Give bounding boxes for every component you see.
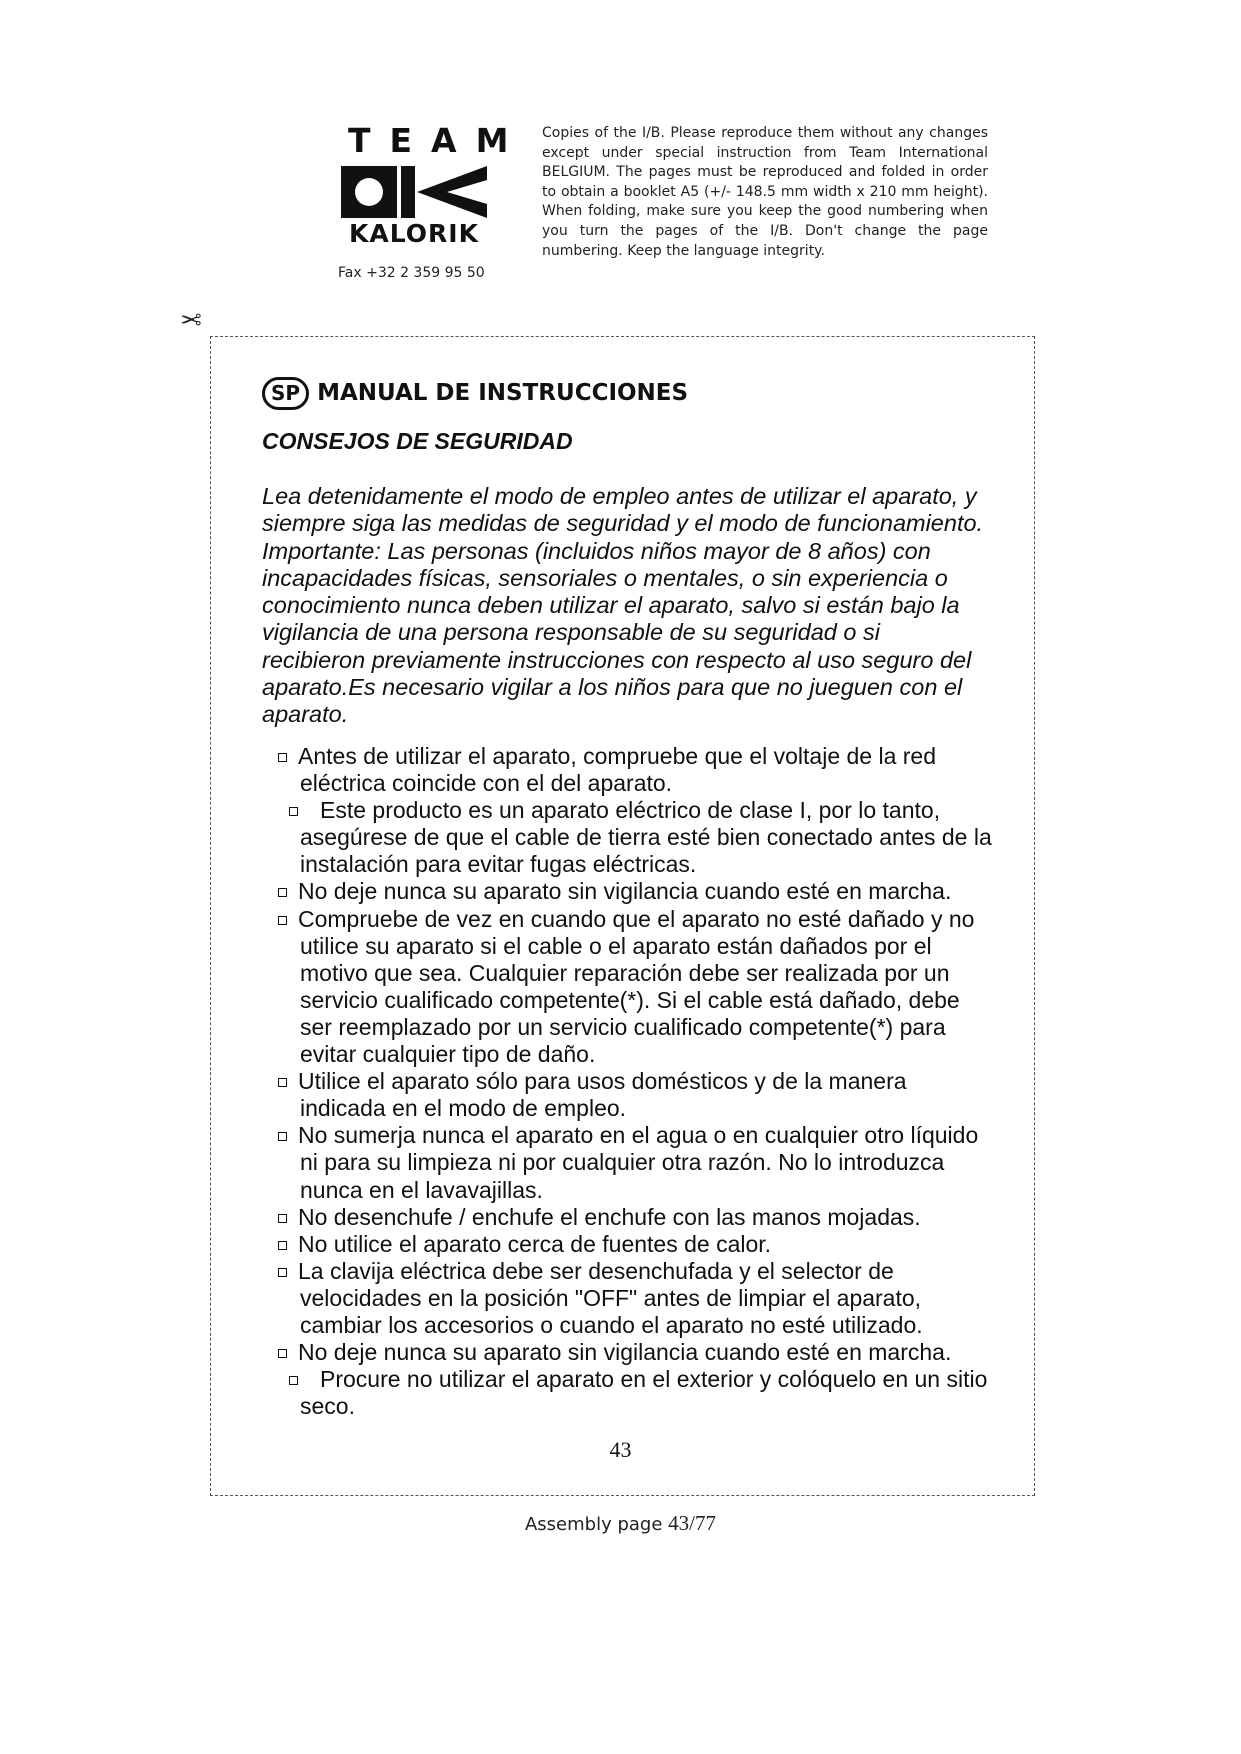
intro-paragraph: Lea detenidamente el modo de empleo antes de utilizar el aparato, y siempre siga las medidas de seguridad y el modo de funcionamiento. Importante: Las personas (incluidos niños mayor de 8 años) con incapacidades físicas, sensoriales o mentales, o sin experiencia o conocimiento nunca deben utilizar el aparato, salvo si están bajo la vigilancia de una persona responsable de su seguridad o si recibieron previamente instrucciones con respecto al uso seguro del aparato.Es necesario vigilar a los niños para que no jueguen con el aparato. xyxy=(262,483,984,728)
assembly-page-footer xyxy=(0,1511,1241,1536)
checkbox-bullet-icon xyxy=(278,1132,287,1141)
checkbox-bullet-icon xyxy=(278,1241,287,1250)
safety-instructions-list xyxy=(262,743,992,1420)
checkbox-bullet-icon xyxy=(278,1214,287,1223)
list-item xyxy=(262,743,992,797)
list-item xyxy=(262,1231,992,1258)
list-item xyxy=(262,1366,992,1420)
list-item xyxy=(262,1122,992,1203)
list-item-text: No sumerja nunca el aparato en el agua o en cualquier otro líquido ni para su limpieza ni por cualquier otra razón. No lo introduzca nunca en el lavavajillas. xyxy=(298,1122,979,1203)
list-item xyxy=(262,906,992,1069)
list-item xyxy=(262,1339,992,1366)
checkbox-bullet-icon xyxy=(289,1376,298,1385)
checkbox-bullet-icon xyxy=(278,1078,287,1087)
assembly-label: Assembly page xyxy=(524,1514,663,1535)
page-number: 43 xyxy=(609,1437,632,1462)
list-item-text: La clavija eléctrica debe ser desenchufada y el selector de velocidades en la posición "OFF" antes de limpiar el aparato, cambiar los accesorios o cuando el aparato no esté utilizado. xyxy=(298,1257,923,1338)
checkbox-bullet-icon xyxy=(289,807,298,816)
logo-team-text: TEAM xyxy=(348,121,528,160)
list-item-text: Este producto es un aparato eléctrico de clase I, por lo tanto, asegúrese de que el cable de tierra esté bien conectado antes de la instalación para evitar fugas eléctricas. xyxy=(300,797,992,878)
list-item-text: Compruebe de vez en cuando que el aparato no esté dañado y no utilice su aparato si el cable o el aparato están dañados por el motivo que sea. Cualquier reparación debe ser realizada por un servicio cualificado competente(*). Si el cable está dañado, debe ser reemplazado por un servicio cualificado competente(*) para evitar cualquier tipo de daño. xyxy=(298,905,975,1068)
checkbox-bullet-icon xyxy=(278,1268,287,1277)
list-item-text: Antes de utilizar el aparato, compruebe que el voltaje de la red eléctrica coincide con el del aparato. xyxy=(298,743,937,797)
list-item-text: Utilice el aparato sólo para usos domésticos y de la manera indicada en el modo de empleo. xyxy=(298,1068,907,1122)
list-item xyxy=(262,1258,992,1339)
list-item-text: No desenchufe / enchufe el enchufe con las manos mojadas. xyxy=(298,1203,921,1230)
manual-title-text: MANUAL DE INSTRUCCIONES xyxy=(317,380,689,406)
checkbox-bullet-icon xyxy=(278,888,287,897)
scissors-icon: ✂ xyxy=(180,303,202,333)
list-item xyxy=(262,1068,992,1122)
reproduction-instructions: Copies of the I/B. Please reproduce them without any changes except under special instruction from Team International BELGIUM. The pages must be reproduced and folded in order to obtain a booklet A5 (+/- 148.5 mm width x 210 mm height). When folding, make sure you keep the good numbering when you turn the pages of the I/B. Don't change the page numbering. Keep the language integrity. xyxy=(542,125,988,259)
list-item xyxy=(262,878,992,905)
page-title xyxy=(262,375,688,411)
list-item-text: No deje nunca su aparato sin vigilancia cuando esté en marcha. xyxy=(298,878,952,905)
list-item xyxy=(262,797,992,878)
checkbox-bullet-icon xyxy=(278,916,287,925)
kalorik-k-logo-icon xyxy=(341,166,487,218)
fax-number: Fax +32 2 359 95 50 xyxy=(338,265,485,281)
list-item xyxy=(262,1204,992,1231)
language-badge: SP xyxy=(262,377,309,410)
list-item-text: Procure no utilizar el aparato en el exterior y colóquelo en un sitio seco. xyxy=(300,1366,988,1420)
logo-brand-text: KALORIK xyxy=(349,219,479,248)
section-heading: CONSEJOS DE SEGURIDAD xyxy=(262,428,573,454)
list-item-text: No deje nunca su aparato sin vigilancia cuando esté en marcha. xyxy=(298,1339,952,1366)
team-kalorik-logo xyxy=(338,121,528,248)
checkbox-bullet-icon xyxy=(278,1349,287,1358)
list-item-text: No utilice el aparato cerca de fuentes de calor. xyxy=(298,1230,772,1257)
checkbox-bullet-icon xyxy=(278,753,287,762)
assembly-page-number: 43/77 xyxy=(668,1511,716,1535)
